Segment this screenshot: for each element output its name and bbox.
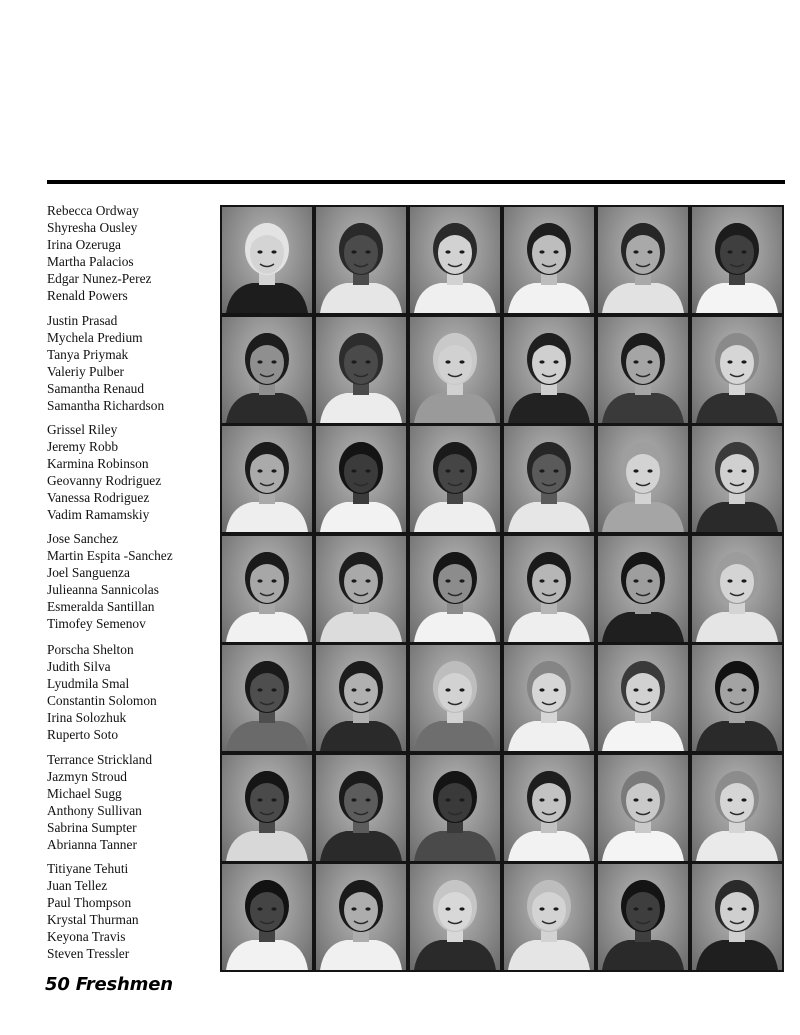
eye: [727, 907, 732, 910]
eye: [539, 688, 544, 691]
student-portrait: [408, 862, 502, 972]
student-name: Abrianna Tanner: [47, 837, 137, 852]
eye: [271, 360, 276, 363]
student-name: Ruperto Soto: [47, 727, 119, 742]
eye: [633, 907, 638, 910]
student-portrait: [220, 643, 314, 753]
eye: [727, 469, 732, 472]
eye: [647, 579, 652, 582]
student-name: Keyona Travis: [47, 929, 126, 944]
shirt: [602, 940, 684, 970]
eye: [459, 250, 464, 253]
eye: [351, 579, 356, 582]
shirt: [320, 612, 402, 642]
shirt: [226, 393, 308, 423]
eye: [633, 469, 638, 472]
student-portrait: [690, 643, 784, 753]
shirt: [320, 502, 402, 532]
student-portrait: [220, 753, 314, 863]
eye: [365, 469, 370, 472]
student-name: Justin Prasad: [47, 313, 118, 328]
student-name: Esmeralda Santillan: [47, 599, 155, 614]
eye: [257, 250, 262, 253]
eye: [445, 250, 450, 253]
eye: [553, 469, 558, 472]
eye: [647, 798, 652, 801]
student-portrait: [314, 534, 408, 644]
student-portrait: [690, 753, 784, 863]
shirt: [508, 831, 590, 861]
student-name: Irina Solozhuk: [47, 710, 127, 725]
student-portrait: [220, 424, 314, 534]
eye: [553, 579, 558, 582]
eye: [351, 469, 356, 472]
student-portrait: [408, 534, 502, 644]
student-portrait: [502, 643, 596, 753]
student-name: Grissel Riley: [47, 422, 118, 437]
eye: [351, 250, 356, 253]
eye: [459, 579, 464, 582]
shirt: [414, 831, 496, 861]
shirt: [696, 283, 778, 313]
student-name: Irina Ozeruga: [47, 237, 121, 252]
student-portrait: [408, 315, 502, 425]
student-portrait: [220, 205, 314, 315]
student-portrait: [596, 862, 690, 972]
eye: [727, 250, 732, 253]
shirt: [602, 721, 684, 751]
shirt: [696, 502, 778, 532]
eye: [365, 360, 370, 363]
eye: [445, 469, 450, 472]
student-name: Martin Espita -Sanchez: [47, 548, 173, 563]
eye: [741, 688, 746, 691]
student-portrait: [220, 862, 314, 972]
eye: [257, 360, 262, 363]
shirt: [320, 393, 402, 423]
eye: [459, 907, 464, 910]
page-number: 50: [45, 974, 70, 995]
shirt: [320, 721, 402, 751]
student-portrait: [596, 424, 690, 534]
shirt: [696, 612, 778, 642]
student-name: Geovanny Rodriguez: [47, 473, 162, 488]
student-portrait: [502, 753, 596, 863]
eye: [365, 907, 370, 910]
shirt: [320, 831, 402, 861]
page-footer: [45, 974, 173, 995]
eye: [633, 360, 638, 363]
shirt: [226, 831, 308, 861]
student-portrait: [690, 862, 784, 972]
shirt: [602, 393, 684, 423]
name-list: [47, 860, 217, 962]
shirt: [602, 612, 684, 642]
shirt: [320, 940, 402, 970]
eye: [633, 250, 638, 253]
eye: [445, 360, 450, 363]
shirt: [508, 283, 590, 313]
shirt: [602, 502, 684, 532]
student-name: Titiyane Tehuti: [47, 861, 129, 876]
shirt: [508, 721, 590, 751]
shirt: [226, 283, 308, 313]
shirt: [226, 940, 308, 970]
student-portrait: [408, 205, 502, 315]
eye: [539, 250, 544, 253]
student-portrait: [220, 534, 314, 644]
shirt: [696, 831, 778, 861]
student-portrait: [314, 753, 408, 863]
eye: [459, 798, 464, 801]
eye: [553, 907, 558, 910]
shirt: [414, 502, 496, 532]
student-portrait: [690, 315, 784, 425]
student-portrait: [314, 424, 408, 534]
eye: [445, 798, 450, 801]
eye: [271, 579, 276, 582]
eye: [633, 579, 638, 582]
shirt: [508, 502, 590, 532]
eye: [257, 688, 262, 691]
student-portrait: [502, 534, 596, 644]
student-name: Constantin Solomon: [47, 693, 157, 708]
header-rule: [47, 180, 785, 184]
shirt: [414, 940, 496, 970]
student-portrait: [408, 643, 502, 753]
eye: [257, 579, 262, 582]
shirt: [696, 940, 778, 970]
eye: [271, 469, 276, 472]
student-name: Julieanna Sannicolas: [47, 582, 159, 597]
eye: [445, 579, 450, 582]
eye: [727, 360, 732, 363]
student-name: Sabrina Sumpter: [47, 820, 137, 835]
shirt: [508, 940, 590, 970]
eye: [741, 469, 746, 472]
eye: [633, 798, 638, 801]
eye: [351, 688, 356, 691]
shirt: [226, 502, 308, 532]
shirt: [414, 393, 496, 423]
name-list: [47, 202, 217, 304]
eye: [257, 469, 262, 472]
shirt: [226, 612, 308, 642]
eye: [539, 360, 544, 363]
eye: [257, 798, 262, 801]
eye: [271, 798, 276, 801]
eye: [271, 688, 276, 691]
eye: [351, 360, 356, 363]
name-list: [47, 530, 217, 632]
student-portrait: [596, 643, 690, 753]
eye: [553, 798, 558, 801]
eye: [727, 688, 732, 691]
eye: [459, 360, 464, 363]
name-list: [47, 641, 217, 743]
shirt: [696, 721, 778, 751]
student-portrait: [314, 643, 408, 753]
shirt: [414, 721, 496, 751]
eye: [727, 798, 732, 801]
eye: [741, 907, 746, 910]
shirt: [696, 393, 778, 423]
eye: [539, 579, 544, 582]
eye: [365, 579, 370, 582]
shirt: [602, 283, 684, 313]
student-name: Paul Thompson: [47, 895, 132, 910]
student-portrait: [502, 315, 596, 425]
student-name: Judith Silva: [47, 659, 111, 674]
student-name: Porscha Shelton: [47, 642, 134, 657]
eye: [647, 360, 652, 363]
student-portrait: [690, 534, 784, 644]
shirt: [226, 721, 308, 751]
student-name: Joel Sanguenza: [47, 565, 130, 580]
student-name: Mychela Predium: [47, 330, 143, 345]
eye: [553, 688, 558, 691]
student-name: Lyudmila Smal: [47, 676, 130, 691]
eye: [539, 798, 544, 801]
name-list: [47, 312, 217, 414]
eye: [445, 907, 450, 910]
eye: [727, 579, 732, 582]
student-portrait: [596, 534, 690, 644]
eye: [741, 360, 746, 363]
student-name: Karmina Robinson: [47, 456, 149, 471]
eye: [445, 688, 450, 691]
student-name: Martha Palacios: [47, 254, 134, 269]
eye: [271, 250, 276, 253]
student-name: Shyresha Ousley: [47, 220, 138, 235]
shirt: [414, 612, 496, 642]
student-portrait: [690, 424, 784, 534]
eye: [351, 907, 356, 910]
student-portrait: [220, 315, 314, 425]
student-portrait: [314, 862, 408, 972]
student-name: Valeriy Pulber: [47, 364, 124, 379]
eye: [553, 250, 558, 253]
student-portrait: [502, 205, 596, 315]
student-portrait: [314, 205, 408, 315]
student-name: Rebecca Ordway: [47, 203, 139, 218]
eye: [539, 469, 544, 472]
eye: [553, 360, 558, 363]
student-name: Jazmyn Stroud: [47, 769, 127, 784]
student-name: Jeremy Robb: [47, 439, 119, 454]
student-portrait: [596, 315, 690, 425]
student-portrait: [408, 424, 502, 534]
student-name: Renald Powers: [47, 288, 128, 303]
eye: [365, 250, 370, 253]
student-name: Jose Sanchez: [47, 531, 119, 546]
student-name: Timofey Semenov: [47, 616, 146, 631]
eye: [459, 688, 464, 691]
student-portrait: [314, 315, 408, 425]
student-portrait: [502, 424, 596, 534]
student-portrait: [690, 205, 784, 315]
shirt: [320, 283, 402, 313]
eye: [741, 579, 746, 582]
shirt: [414, 283, 496, 313]
eye: [271, 907, 276, 910]
student-name: Vadim Ramamskiy: [47, 507, 150, 522]
eye: [647, 907, 652, 910]
eye: [351, 798, 356, 801]
student-portrait: [596, 753, 690, 863]
student-name: Samantha Richardson: [47, 398, 165, 413]
shirt: [602, 831, 684, 861]
eye: [647, 688, 652, 691]
student-name: Vanessa Rodriguez: [47, 490, 150, 505]
student-portrait: [502, 862, 596, 972]
eye: [365, 798, 370, 801]
student-portrait: [408, 753, 502, 863]
eye: [647, 469, 652, 472]
shirt: [508, 393, 590, 423]
eye: [741, 250, 746, 253]
student-name: Terrance Strickland: [47, 752, 153, 767]
student-name: Juan Tellez: [47, 878, 108, 893]
eye: [257, 907, 262, 910]
student-name: Krystal Thurman: [47, 912, 139, 927]
section-title: Freshmen: [75, 974, 173, 995]
eye: [633, 688, 638, 691]
student-name: Anthony Sullivan: [47, 803, 142, 818]
student-name: Michael Sugg: [47, 786, 122, 801]
eye: [539, 907, 544, 910]
eye: [647, 250, 652, 253]
shirt: [508, 612, 590, 642]
student-name: Edgar Nunez-Perez: [47, 271, 152, 286]
student-portrait: [596, 205, 690, 315]
student-name: Steven Tressler: [47, 946, 130, 961]
name-list: [47, 751, 217, 853]
name-list: [47, 421, 217, 523]
eye: [365, 688, 370, 691]
student-name: Tanya Priymak: [47, 347, 129, 362]
eye: [741, 798, 746, 801]
eye: [459, 469, 464, 472]
student-name: Samantha Renaud: [47, 381, 145, 396]
